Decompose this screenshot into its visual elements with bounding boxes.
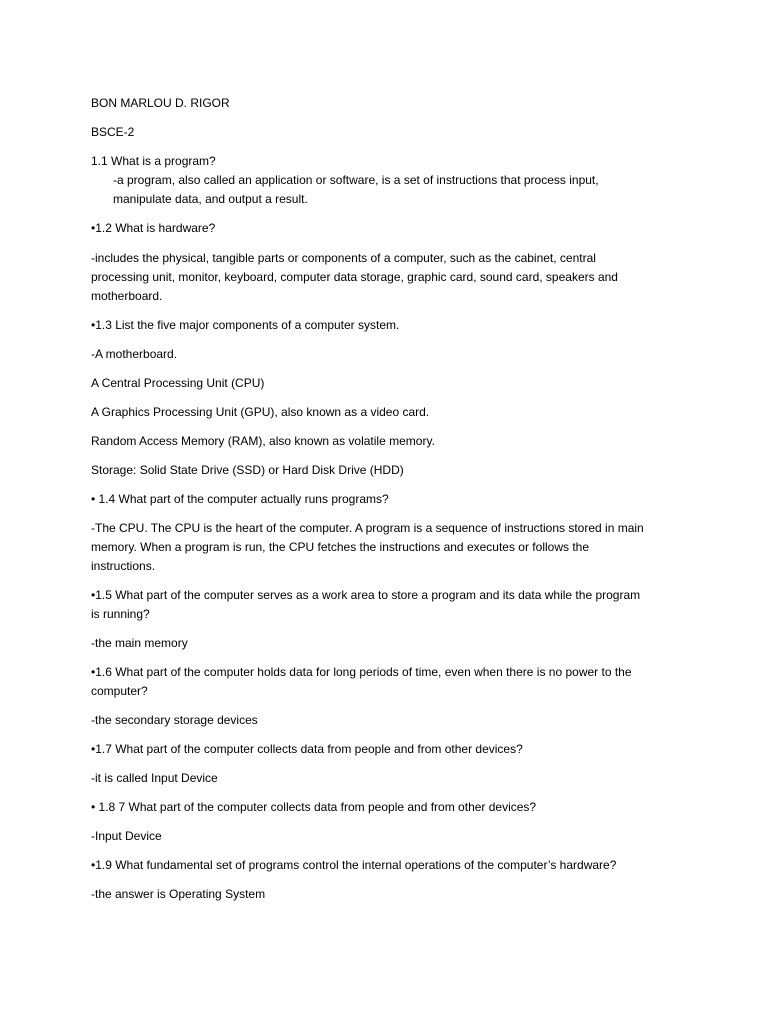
- answer-1-3-item: -A motherboard.: [91, 347, 178, 361]
- question-1-2: •1.2 What is hardware?: [91, 221, 216, 235]
- answer-1-2-line: -includes the physical, tangible parts or components of a computer, such as the cabinet, central: [91, 251, 596, 265]
- answer-1-6: -the secondary storage devices: [91, 713, 258, 727]
- answer-1-2-line: processing unit, monitor, keyboard, computer data storage, graphic card, sound card, speakers and: [91, 270, 618, 284]
- answer-1-2-line: motherboard.: [91, 289, 163, 303]
- question-1-6-line: •1.6 What part of the computer holds data for long periods of time, even when there is no power to the: [91, 665, 632, 679]
- answer-1-3-item: Random Access Memory (RAM), also known as volatile memory.: [91, 434, 435, 448]
- answer-1-7: -it is called Input Device: [91, 771, 218, 785]
- question-1-1: 1.1 What is a program?: [91, 154, 216, 168]
- question-1-6-line: computer?: [91, 684, 148, 698]
- answer-1-8: -Input Device: [91, 829, 162, 843]
- answer-1-4-line: memory. When a program is run, the CPU fetches the instructions and executes or follows the: [91, 540, 589, 554]
- answer-1-4-line: instructions.: [91, 559, 156, 573]
- answer-1-1-line: -a program, also called an application or software, is a set of instructions that process input,: [113, 173, 599, 187]
- answer-1-3-item: A Graphics Processing Unit (GPU), also known as a video card.: [91, 405, 430, 419]
- answer-1-1-line: manipulate data, and output a result.: [113, 192, 308, 206]
- course-section: BSCE-2: [91, 125, 135, 139]
- question-1-4: • 1.4 What part of the computer actually runs programs?: [91, 492, 389, 506]
- answer-1-3-item: A Central Processing Unit (CPU): [91, 376, 265, 390]
- question-1-9: •1.9 What fundamental set of programs control the internal operations of the computer’s hardware?: [91, 858, 617, 872]
- question-1-3: •1.3 List the five major components of a computer system.: [91, 318, 400, 332]
- question-1-7: •1.7 What part of the computer collects data from people and from other devices?: [91, 742, 523, 756]
- answer-1-3-item: Storage: Solid State Drive (SSD) or Hard Disk Drive (HDD): [91, 463, 404, 477]
- answer-1-9: -the answer is Operating System: [91, 887, 266, 901]
- answer-1-5: -the main memory: [91, 636, 188, 650]
- question-1-8: • 1.8 7 What part of the computer collects data from people and from other devices?: [91, 800, 537, 814]
- author-name: BON MARLOU D. RIGOR: [91, 96, 230, 110]
- question-1-5-line: is running?: [91, 607, 150, 621]
- question-1-5-line: •1.5 What part of the computer serves as a work area to store a program and its data while the program: [91, 588, 641, 602]
- answer-1-4-line: -The CPU. The CPU is the heart of the computer. A program is a sequence of instructions stored in main: [91, 521, 644, 535]
